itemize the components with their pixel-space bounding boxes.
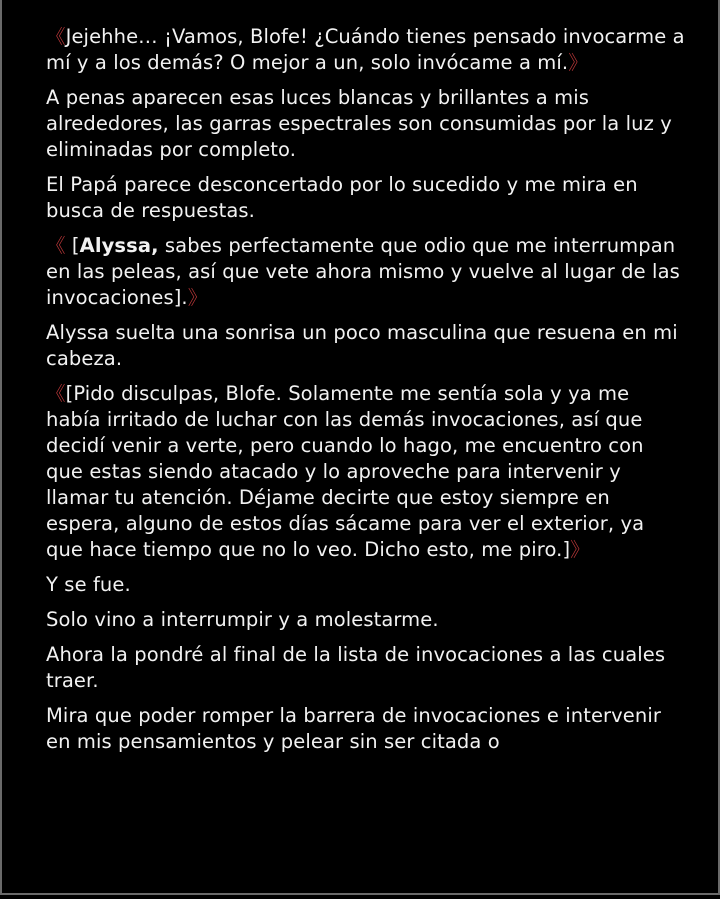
paragraph-text: Alyssa suelta una sonrisa un poco masculina que resuena en mi cabeza.: [46, 321, 678, 370]
paragraph-2: [46, 85, 686, 163]
paragraph-text: El Papá parece desconcertado por lo sucedido y me mira en busca de respuestas.: [46, 173, 638, 222]
open-quote-mark: 《: [46, 234, 66, 257]
paragraph-text: sabes perfectamente que odio que me interrumpan en las peleas, así que vete ahora mismo y vuelve al lugar de las invocaciones].: [46, 234, 680, 309]
paragraph-prefix: [: [65, 234, 80, 257]
open-quote-mark: 《: [46, 382, 66, 405]
paragraph-text: Ahora la pondré al final de la lista de invocaciones a las cuales traer.: [46, 643, 666, 692]
close-quote-mark: 》: [570, 538, 590, 561]
close-quote-mark: 》: [187, 286, 208, 309]
paragraph-text: [Pido disculpas, Blofe. Solamente me sentía sola y ya me había irritado de luchar con las demás invocaciones, así que decidí venir a verte, pero cuando lo hago, me encuentro con que estas siendo atacado y lo aproveche para intervenir y llamar tu atención. Déjame decirte que estoy siempre en espera, alguno de estos días sácame para ver el exterior, ya que hace tiempo que no lo veo. Dicho esto, me piro.]: [46, 382, 645, 561]
close-quote-mark: 》: [568, 51, 588, 74]
paragraph-4: [46, 233, 686, 311]
paragraph-text: Jejehhe… ¡Vamos, Blofe! ¿Cuándo tienes pensado invocarme a mí y a los demás? O mejor a un, solo invócame a mí.: [46, 25, 685, 74]
paragraph-text: Solo vino a interrumpir y a molestarme.: [46, 608, 439, 631]
paragraph-9: [46, 642, 686, 694]
story-text: [46, 24, 686, 764]
paragraph-10: [46, 703, 686, 755]
paragraph-1: [46, 24, 686, 76]
character-name: Alyssa,: [79, 234, 159, 257]
paragraph-text: Mira que poder romper la barrera de invocaciones e intervenir en mis pensamientos y pelear sin ser citada o: [46, 704, 661, 753]
paragraph-7: [46, 572, 686, 598]
paragraph-3: [46, 172, 686, 224]
open-quote-mark: 《: [46, 25, 66, 48]
paragraph-6: [46, 381, 686, 563]
paragraph-8: [46, 607, 686, 633]
paragraph-text: Y se fue.: [46, 573, 131, 596]
paragraph-5: [46, 320, 686, 372]
paragraph-text: A penas aparecen esas luces blancas y brillantes a mis alrededores, las garras espectrales son consumidas por la luz y eliminadas por completo.: [46, 86, 672, 161]
